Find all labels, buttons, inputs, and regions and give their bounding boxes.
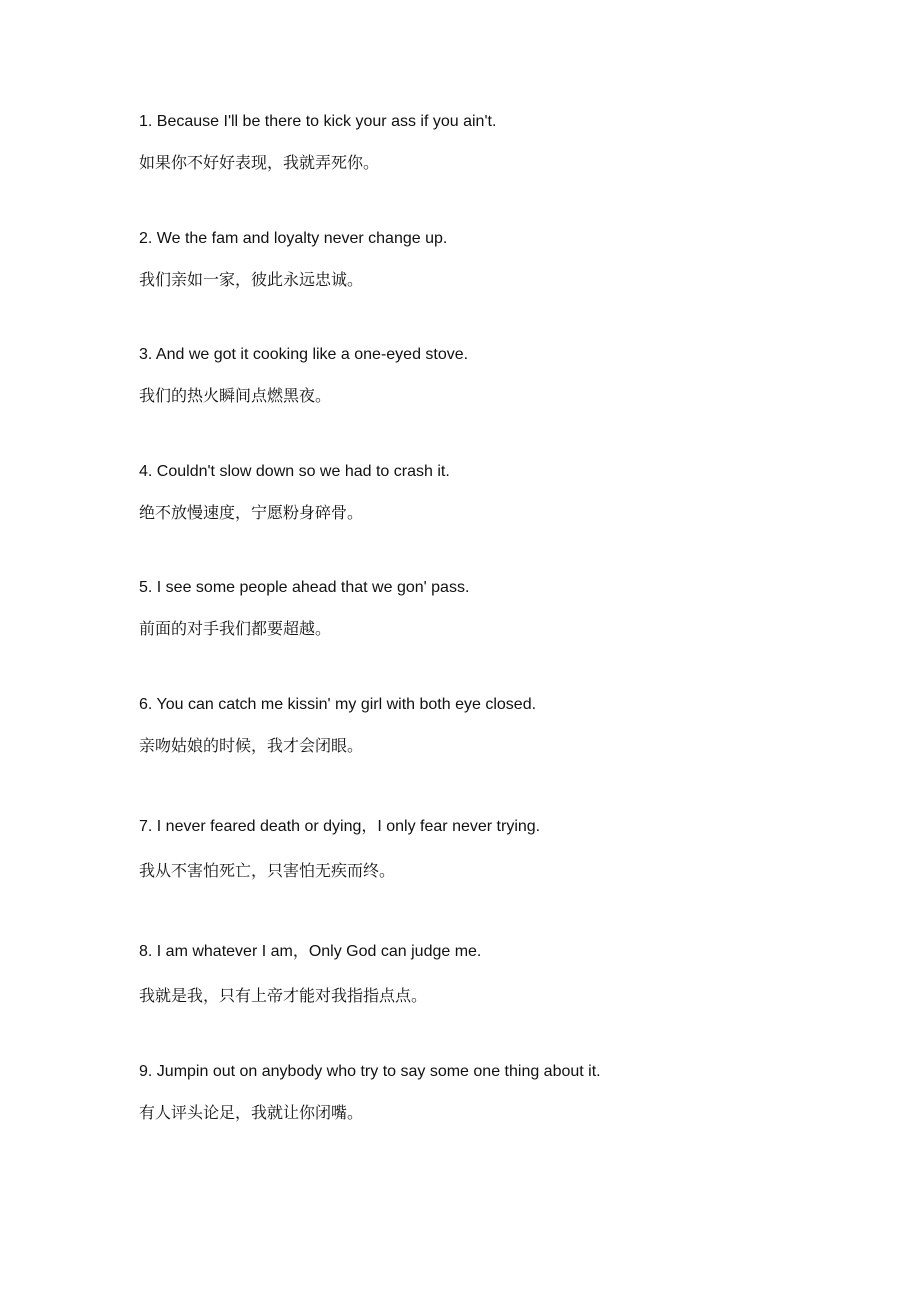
entry-3-english: 3. And we got it cooking like a one-eyed stove. bbox=[139, 346, 469, 363]
entry-2-chinese: 我们亲如一家，彼此永远忠诚。 bbox=[139, 270, 364, 289]
entry-5-chinese: 前面的对手我们都要超越。 bbox=[139, 619, 332, 638]
entry-9-english: 9. Jumpin out on anybody who try to say some one thing about it. bbox=[139, 1063, 601, 1080]
entry-6-chinese: 亲吻姑娘的时候，我才会闭眼。 bbox=[139, 736, 364, 755]
entry-8-english: 8. I am whatever I am，Only God can judge me. bbox=[139, 943, 482, 960]
entry-4-chinese: 绝不放慢速度，宁愿粉身碎骨。 bbox=[139, 503, 364, 522]
entry-3-chinese: 我们的热火瞬间点燃黑夜。 bbox=[139, 386, 332, 405]
entry-5-english: 5. I see some people ahead that we gon' pass. bbox=[139, 579, 470, 596]
entry-1-chinese: 如果你不好好表现，我就弄死你。 bbox=[139, 153, 380, 172]
entry-8-chinese: 我就是我，只有上帝才能对我指指点点。 bbox=[139, 986, 428, 1005]
entry-1-english: 1. Because I'll be there to kick your ass if you ain't. bbox=[139, 113, 497, 130]
entry-6-english: 6. You can catch me kissin' my girl with both eye closed. bbox=[139, 696, 537, 713]
entry-2-english: 2. We the fam and loyalty never change up. bbox=[139, 230, 448, 247]
entry-7-chinese: 我从不害怕死亡，只害怕无疾而终。 bbox=[139, 861, 396, 880]
entry-7-english: 7. I never feared death or dying，I only fear never trying. bbox=[139, 818, 541, 835]
entry-9-chinese: 有人评头论足，我就让你闭嘴。 bbox=[139, 1103, 364, 1122]
entry-4-english: 4. Couldn't slow down so we had to crash it. bbox=[139, 463, 450, 480]
